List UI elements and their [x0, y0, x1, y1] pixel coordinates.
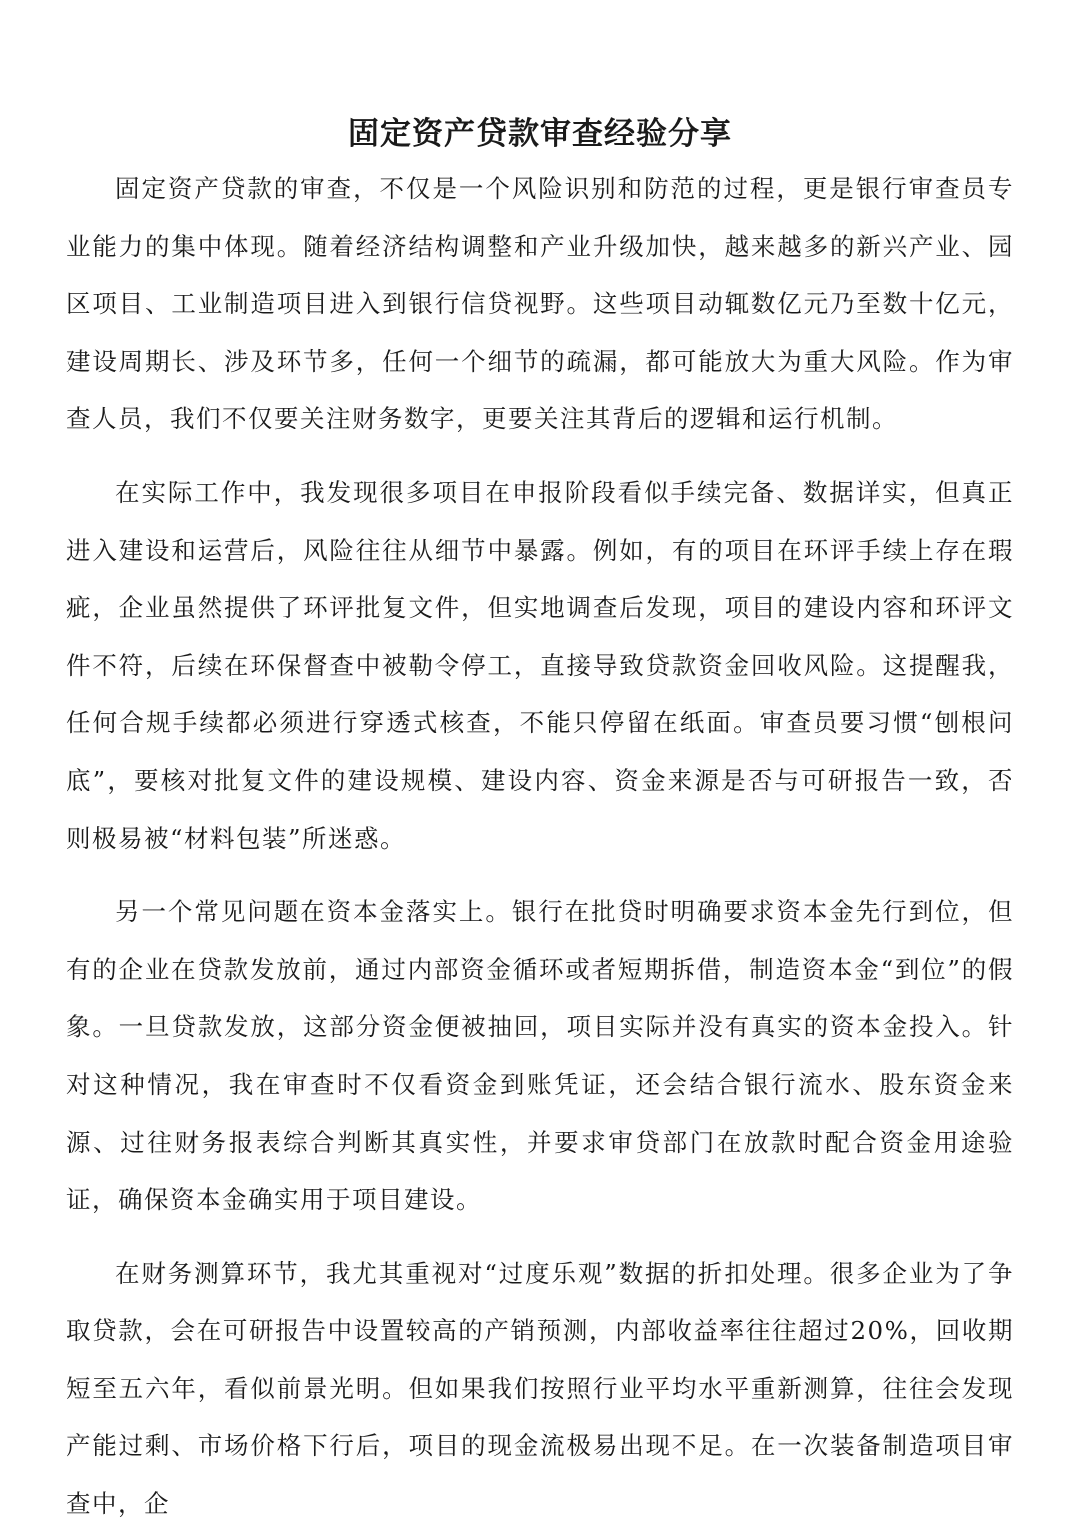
paragraph-4: 在财务测算环节，我尤其重视对“过度乐观”数据的折扣处理。很多企业为了争取贷款，会在可研报告中设置较高的产销预测，内部收益率往往超过20%，回收期短至五六年，看似前景光明。但如果我们按照行业平均水平重新测算，往往会发现产能过剩、市场价格下行后，项目的现金流极易出现不足。在一次装备制造项目审查中，企	[66, 1258, 1014, 1519]
paragraph-3: 另一个常见问题在资本金落实上。银行在批贷时明确要求资本金先行到位，但有的企业在贷款发放前，通过内部资金循环或者短期拆借，制造资本金“到位”的假象。一旦贷款发放，这部分资金便被抽回，项目实际并没有真实的资本金投入。针对这种情况，我在审查时不仅看资金到账凭证，还会结合银行流水、股东资金来源、过往财务报表综合判断其真实性，并要求审贷部门在放款时配合资金用途验证，确保资本金确实用于项目建设。	[66, 897, 1014, 1215]
paragraph-1: 固定资产贷款的审查，不仅是一个风险识别和防范的过程，更是银行审查员专业能力的集中体现。随着经济结构调整和产业升级加快，越来越多的新兴产业、园区项目、工业制造项目进入到银行信贷视野。这些项目动辄数亿元乃至数十亿元，建设周期长、涉及环节多，任何一个细节的疏漏，都可能放大为重大风险。作为审查人员，我们不仅要关注财务数字，更要关注其背后的逻辑和运行机制。	[66, 174, 1014, 434]
document-title: 固定资产贷款审查经验分享	[348, 116, 732, 152]
paragraph-2: 在实际工作中，我发现很多项目在申报阶段看似手续完备、数据详实，但真正进入建设和运营后，风险往往从细节中暴露。例如，有的项目在环评手续上存在瑕疵，企业虽然提供了环评批复文件，但实地调查后发现，项目的建设内容和环评文件不符，后续在环保督查中被勒令停工，直接导致贷款资金回收风险。这提醒我，任何合规手续都必须进行穿透式核查，不能只停留在纸面。审查员要习惯“刨根问底”，要核对批复文件的建设规模、建设内容、资金来源是否与可研报告一致，否则极易被“材料包装”所迷惑。	[66, 477, 1014, 853]
paragraph-gap	[66, 867, 1014, 883]
paragraph-gap	[66, 1229, 1014, 1245]
paragraph-gap	[66, 448, 1014, 464]
